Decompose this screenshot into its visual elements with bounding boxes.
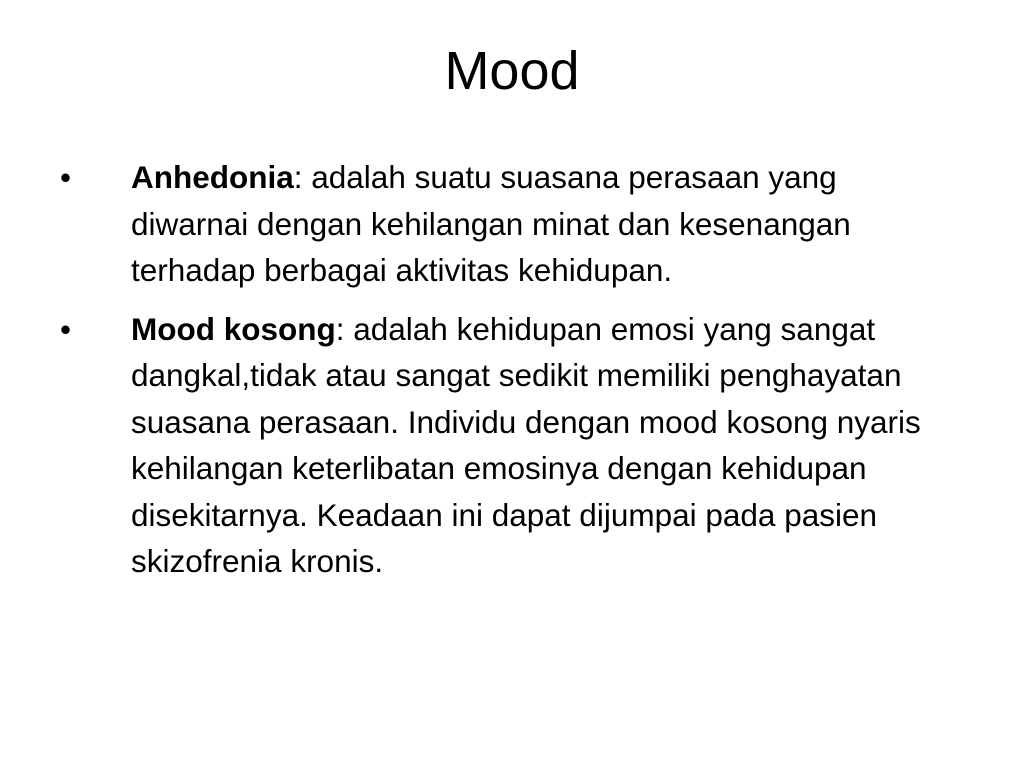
bullet-marker: • bbox=[60, 159, 72, 195]
definition-mood-kosong: : adalah kehidupan emosi yang sangat dangkal,tidak atau sangat sedikit memiliki penghayatan suasana perasaan. Individu dengan mood kosong nyaris kehilangan keterlibatan emosinya dengan kehidupan disekitarnya. Keadaan ini dapat dijumpai pada pasien skizofrenia kronis. bbox=[131, 310, 921, 579]
term-anhedonia: Anhedonia bbox=[131, 159, 294, 195]
bullet-marker: • bbox=[60, 310, 72, 347]
bullet-item-anhedonia bbox=[0, 154, 951, 294]
slide-title: Mood bbox=[444, 41, 580, 101]
term-mood-kosong: Mood kosong bbox=[131, 310, 336, 347]
bullet-list bbox=[0, 154, 1024, 585]
definition-anhedonia: : adalah suatu suasana perasaan yang diwarnai dengan kehilangan minat dan kesenangan terhadap berbagai aktivitas kehidupan. bbox=[131, 159, 851, 288]
bullet-item-mood-kosong bbox=[0, 306, 951, 585]
